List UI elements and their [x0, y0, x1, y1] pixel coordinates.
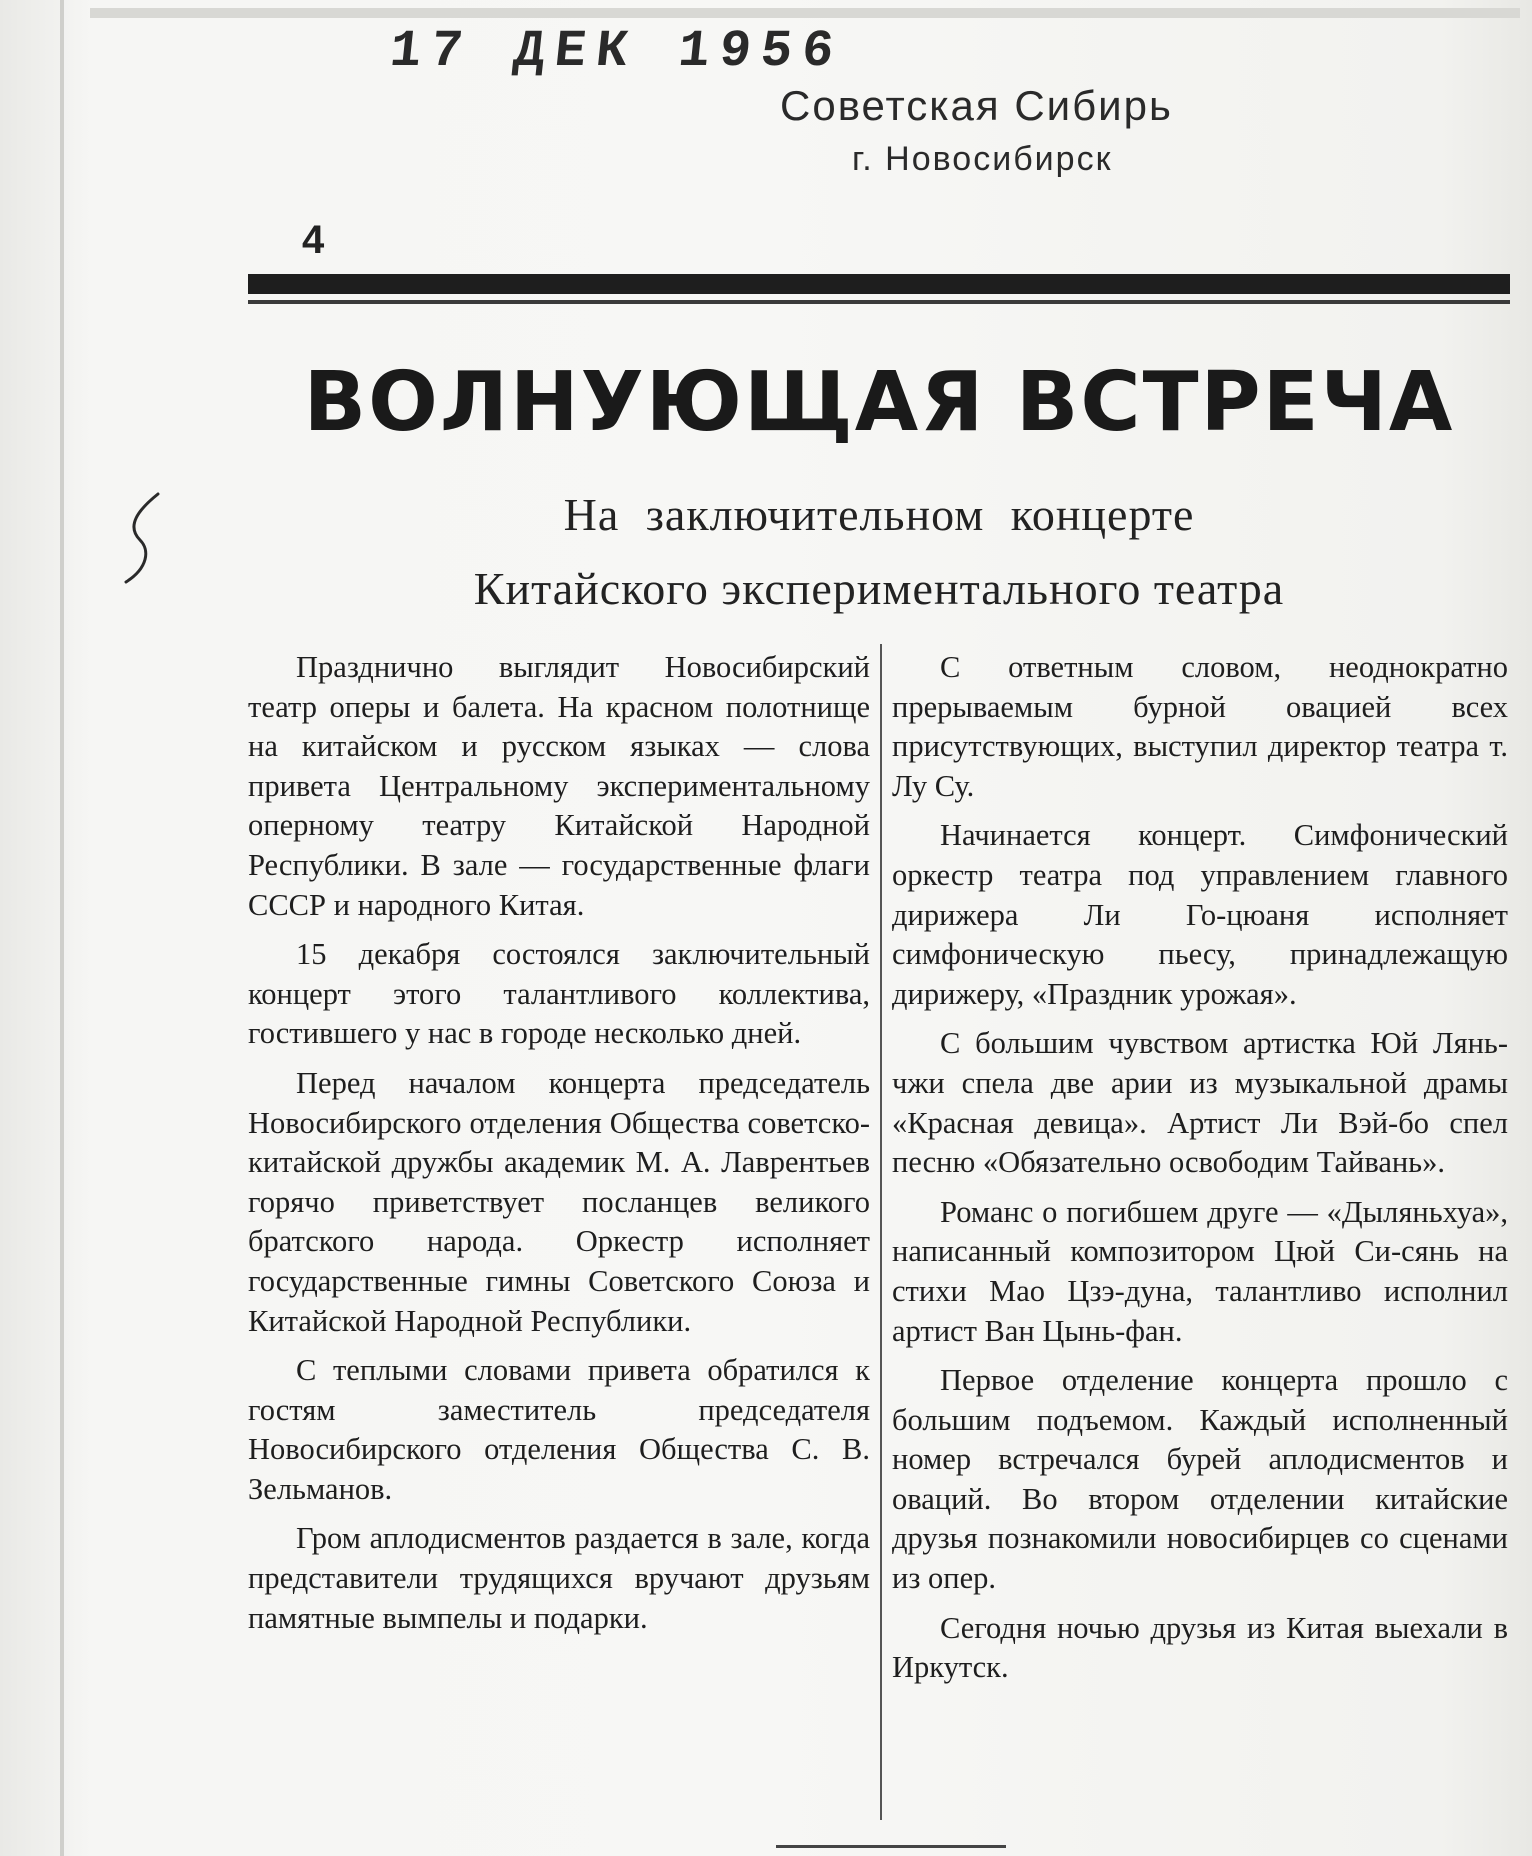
header-rule-thick — [248, 274, 1510, 294]
paragraph: С теплыми словами привета обратился к гостям заместитель председателя Новосибирского отделения Общества С. В. Зельманов. — [248, 1353, 870, 1506]
paragraph: Начинается концерт. Симфонический оркестр театра под управлением главного дирижера Ли Го-цюаня исполняет симфоническую пьесу, принадлежащую дирижеру, «Праздник урожая». — [892, 818, 1508, 1011]
paragraph: С большим чувством артистка Юй Лянь-чжи спела две арии из музыкальной драмы «Красная девица». Артист Ли Вэй-бо спел песню «Обязательно освободим Тайвань». — [892, 1026, 1508, 1180]
archive-date-stamp: 17 ДЕК 1956 — [386, 22, 847, 81]
paragraph: Празднично выглядит Новосибирский театр оперы и балета. На красном полотнище на китайском и русском языках — слова привета Центральному экспериментальному оперному театру Китайской Народной Республики. В зале — государственные флаги СССР и народного Китая. — [248, 650, 870, 922]
scan-edge-left — [60, 0, 64, 1856]
newspaper-name-stamp: Советская Сибирь — [780, 82, 1173, 129]
paragraph: 15 декабря состоялся заключительный концерт этого талантливого коллектива, гостившего у нас в городе несколько дней. — [248, 937, 870, 1051]
city-stamp: г. Новосибирск — [852, 140, 1113, 178]
paragraph: Перед началом концерта председатель Новосибирского отделения Общества советско-китайской дружбы академик М. А. Лаврентьев горячо приветствует посланцев великого братского народа. Оркестр исполняет государственные гимны Советского Союза и Китайской Народной Республики. — [248, 1065, 870, 1338]
article-subtitle-line-2: Китайского экспериментального театра — [473, 563, 1285, 614]
paragraph: Гром аплодисментов раздается в зале, когда представители трудящихся вручают друзьям памятные вымпелы и подарки. — [248, 1521, 870, 1635]
article-headline: ВОЛНУЮЩАЯ ВСТРЕЧА — [303, 355, 1455, 450]
paragraph: С ответным словом, неоднократно прерываемым бурной овацией всех присутствующих, выступил директор театра т. Лу Су. — [892, 650, 1508, 803]
paragraph: Романс о погибшем друге — «Дыляньхуа», написанный композитором Цюй Си-сянь на стихи Мао Цзэ-дуна, талантливо исполнил артист Ван Цынь-фан. — [892, 1194, 1508, 1348]
article-subtitle-line-1: На заключительном концерте — [563, 489, 1195, 540]
page-number: 4 — [302, 218, 325, 262]
column-divider — [880, 644, 882, 1820]
handwritten-mark-icon — [118, 488, 166, 588]
article-column-left — [248, 648, 870, 1648]
scan-edge-top — [90, 8, 1520, 18]
header-rule-thin — [248, 300, 1510, 304]
article-column-right — [892, 648, 1508, 1698]
paragraph: Сегодня ночью друзья из Китая выехали в Иркутск. — [892, 1610, 1508, 1685]
bottom-rule — [776, 1845, 1006, 1848]
paragraph: Первое отделение концерта прошло с большим подъемом. Каждый исполненный номер встречался бурей аплодисментов и оваций. Во втором отделении китайские друзья познакомили новосибирцев со сценами из опер. — [892, 1363, 1508, 1596]
